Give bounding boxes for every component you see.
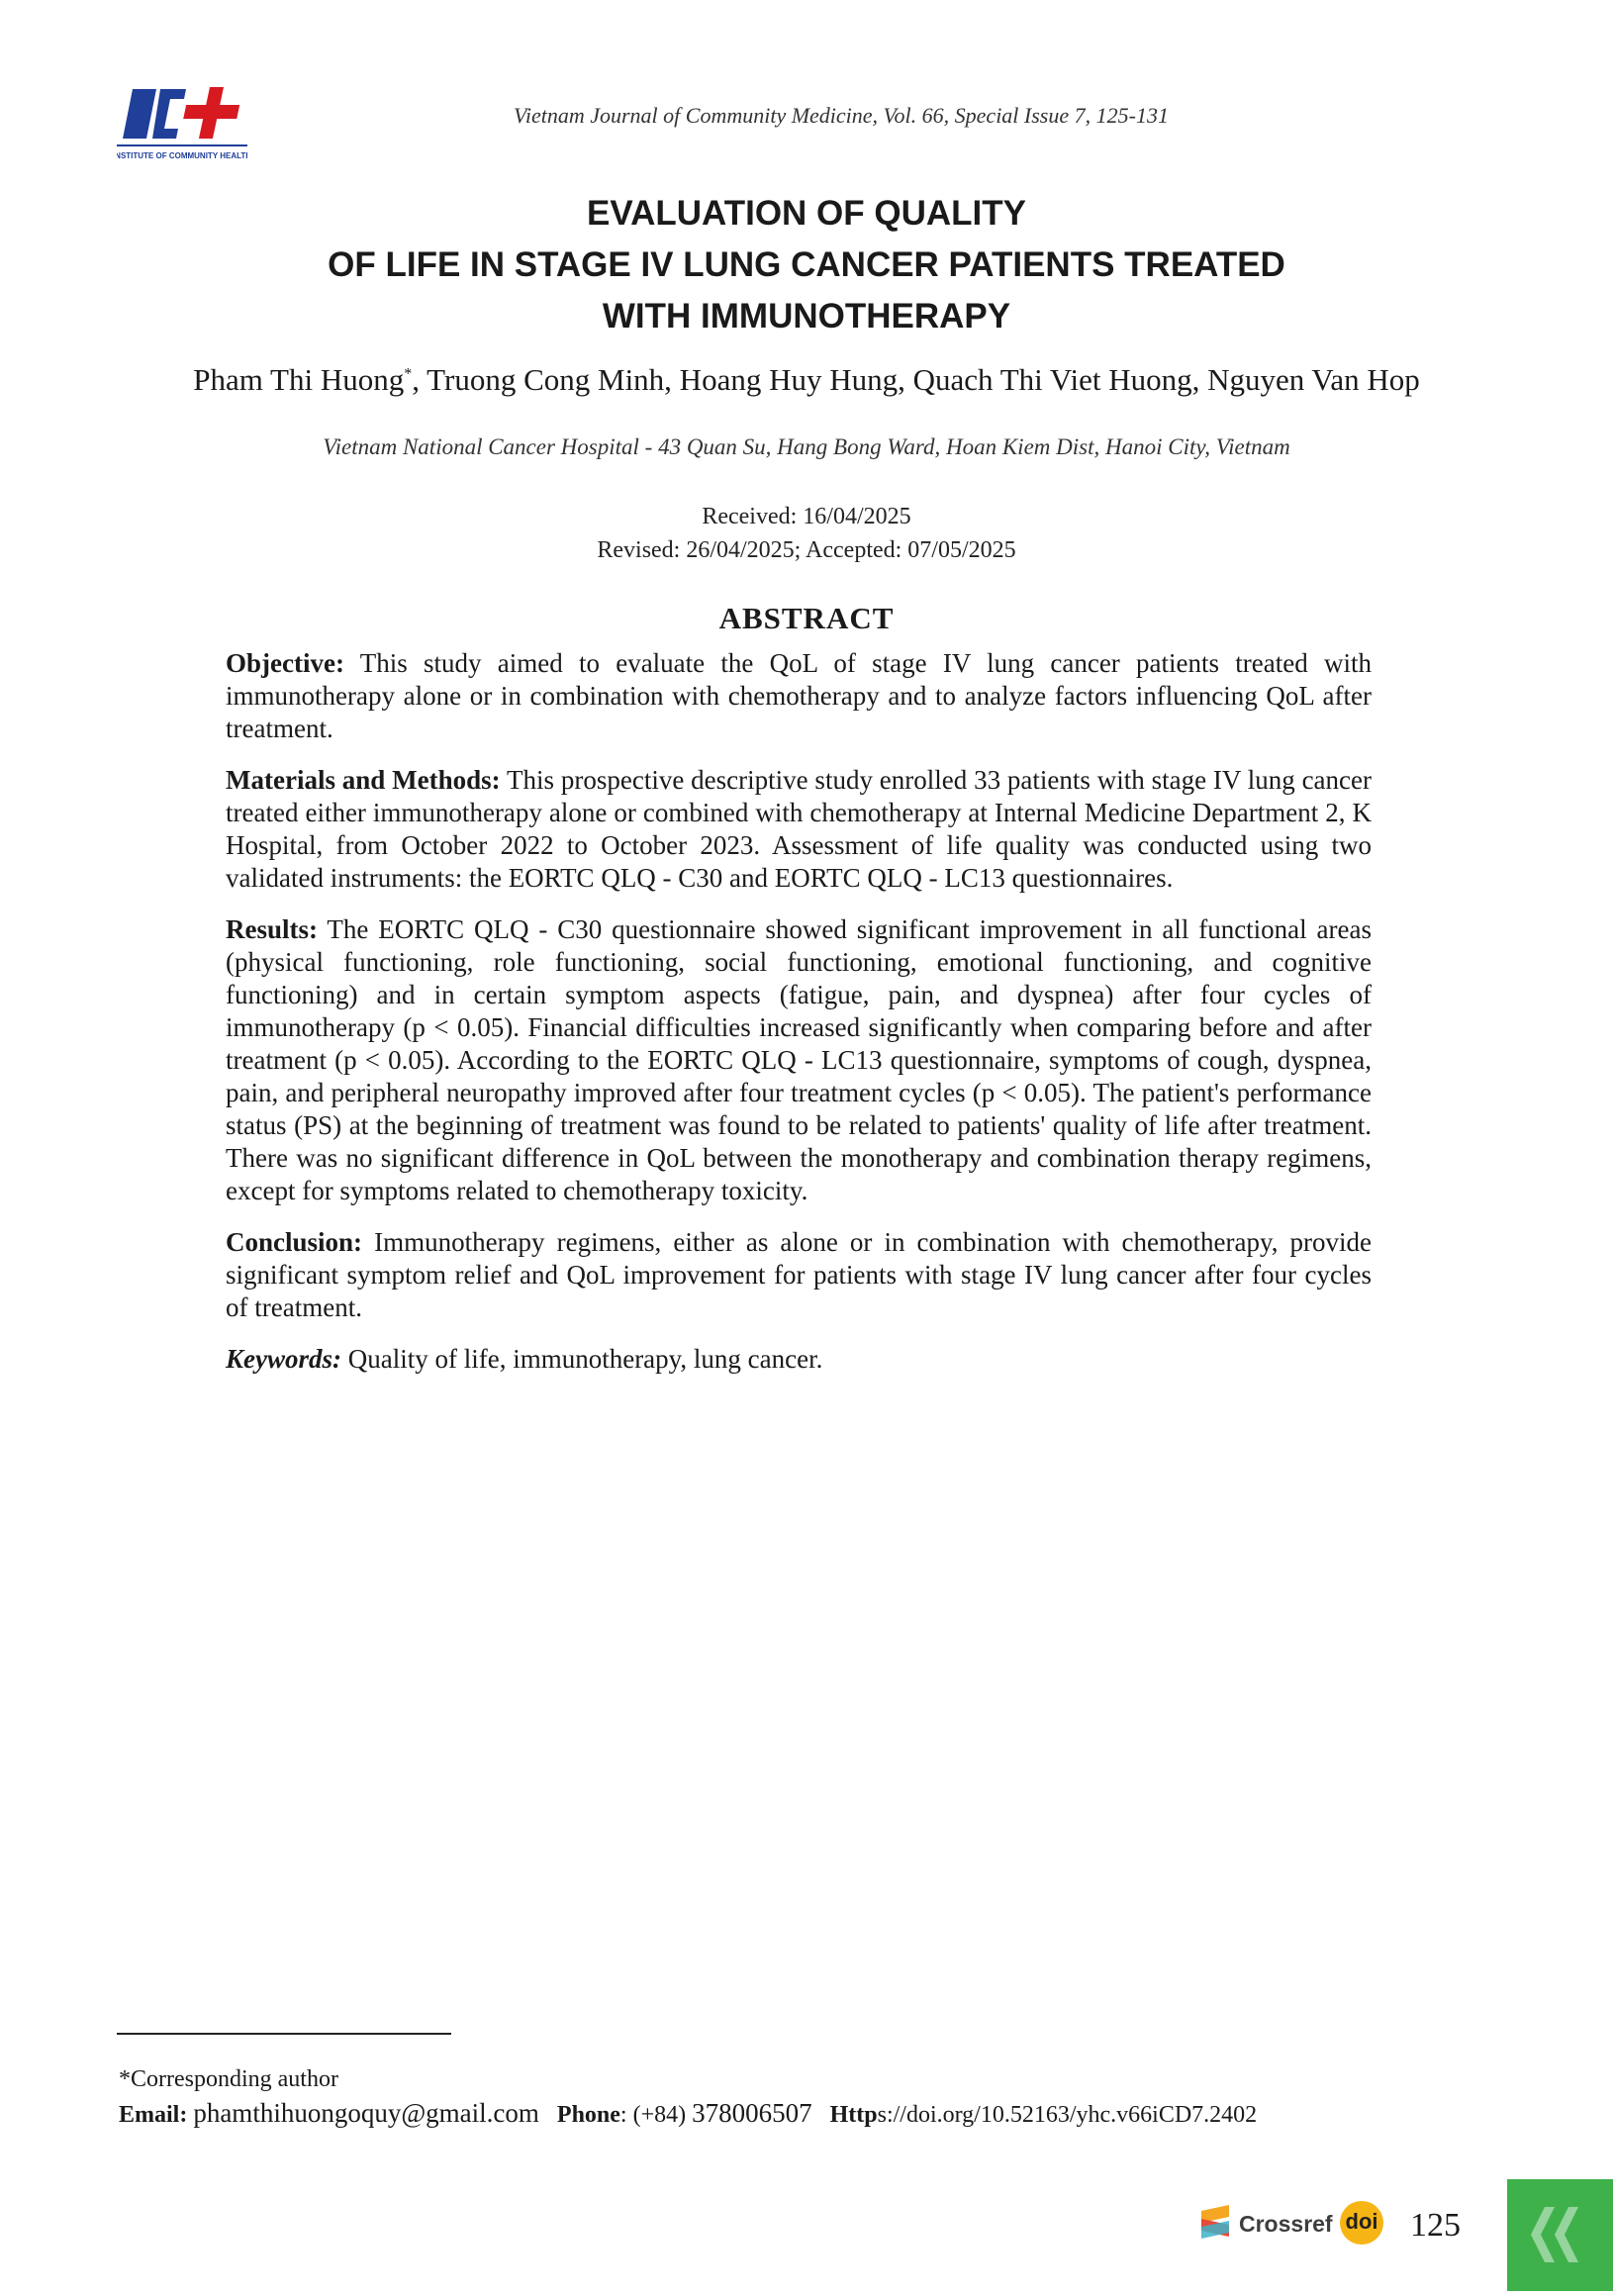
email-link[interactable]: phamthihuongoquy@gmail.com [193, 2098, 539, 2128]
methods-text: This prospective descriptive study enrolled 33 patients with stage IV lung cancer treated either immunotherapy alone or combined with chemotherapy at Internal Medicine Department 2, K Hospital, from October 2022 to October 2023. Assessment of life quality was conducted using two validated instruments: the EORTC QLQ - C30 and EORTC QLQ - LC13 questionnaires. [226, 765, 1372, 893]
corresponding-author-note: *Corresponding author [119, 2066, 338, 2092]
phone-number: 378006507 [692, 2098, 812, 2128]
article-title [198, 188, 1415, 342]
journal-logo [117, 87, 247, 164]
objective-label: Objective: [226, 648, 344, 678]
title-line-2: OF LIFE IN STAGE IV LUNG CANCER PATIENTS TREATED [328, 245, 1285, 284]
doi-label: Http [829, 2102, 878, 2128]
institute-logo-icon [117, 87, 247, 164]
logo-caption: INSTITUTE OF COMMUNITY HEALTH [117, 151, 247, 160]
crossref-doi-badge[interactable] [1199, 2199, 1387, 2250]
email-label: Email: [119, 2102, 188, 2128]
abstract-body [226, 647, 1372, 1394]
abstract-methods [226, 764, 1372, 895]
methods-label: Materials and Methods: [226, 765, 501, 795]
keywords-text: Quality of life, immunotherapy, lung cancer. [347, 1344, 823, 1374]
crossref-label: Crossref [1239, 2211, 1333, 2237]
phone-label: Phone [556, 2102, 620, 2128]
results-text: The EORTC QLQ - C30 questionnaire showed significant improvement in all functional areas (physical functioning, role functioning, social functioning, emotional functioning, and cognitive functioning) and in certain symptom aspects (fatigue, pain, and dyspnea) after four cycles of immunotherapy (p < 0.05). Financial difficulties increased significantly when comparing before and after treatment (p < 0.05). According to the EORTC QLQ - LC13 questionnaire, symptoms of cough, dyspnea, pain, and peripheral neuropathy improved after four treatment cycles (p < 0.05). The patient's performance status (PS) at the beginning of treatment was found to be related to patients' quality of life after treatment. There was no significant difference in QoL between the monotherapy and combination therapy regimens, except for symptoms related to chemotherapy toxicity. [226, 914, 1372, 1205]
contact-line [119, 2098, 1257, 2129]
received-date: Received: 16/04/2025 [702, 504, 911, 529]
title-line-3: WITH IMMUNOTHERAPY [602, 297, 1011, 335]
other-authors: , Truong Cong Minh, Hoang Huy Hung, Quach Thi Viet Huong, Nguyen Van Hop [412, 362, 1420, 397]
corresponding-mark: * [404, 365, 413, 383]
corner-tab [1507, 2179, 1613, 2291]
double-chevron-left-icon [1507, 2179, 1613, 2291]
crossref-icon [1199, 2205, 1233, 2245]
abstract-results [226, 913, 1372, 1207]
submission-dates [396, 500, 1217, 567]
keywords-label: Keywords: [226, 1344, 341, 1374]
objective-text: This study aimed to evaluate the QoL of stage IV lung cancer patients treated with immunotherapy alone or in combination with chemotherapy and to analyze factors influencing QoL after treatment. [226, 648, 1372, 743]
journal-header: Vietnam Journal of Community Medicine, Vol. 66, Special Issue 7, 125-131 [514, 103, 1169, 128]
revised-accepted-date: Revised: 26/04/2025; Accepted: 07/05/2025 [597, 537, 1016, 563]
title-line-1: EVALUATION OF QUALITY [587, 194, 1026, 233]
abstract-heading: ABSTRACT [718, 601, 895, 635]
conclusion-label: Conclusion: [226, 1227, 363, 1257]
doi-link[interactable]: s://doi.org/10.52163/yhc.v66iCD7.2402 [877, 2102, 1258, 2128]
abstract-objective [226, 647, 1372, 745]
abstract-conclusion [226, 1226, 1372, 1324]
phone-prefix: : (+84) [619, 2102, 693, 2128]
results-label: Results: [226, 914, 318, 944]
conclusion-text: Immunotherapy regimens, either as alone or in combination with chemotherapy, provide significant symptom relief and QoL improvement for patients with stage IV lung cancer after four cycles of treatment. [226, 1227, 1373, 1322]
first-author: Pham Thi Huong [193, 362, 405, 397]
footnote-divider [117, 2033, 451, 2035]
abstract-keywords [226, 1343, 1372, 1376]
doi-badge-icon: doi [1340, 2201, 1383, 2245]
author-list [99, 362, 1514, 398]
page-number: 125 [1410, 2207, 1461, 2244]
affiliation: Vietnam National Cancer Hospital - 43 Quan Su, Hang Bong Ward, Hoan Kiem Dist, Hanoi City, Vietnam [323, 434, 1290, 459]
